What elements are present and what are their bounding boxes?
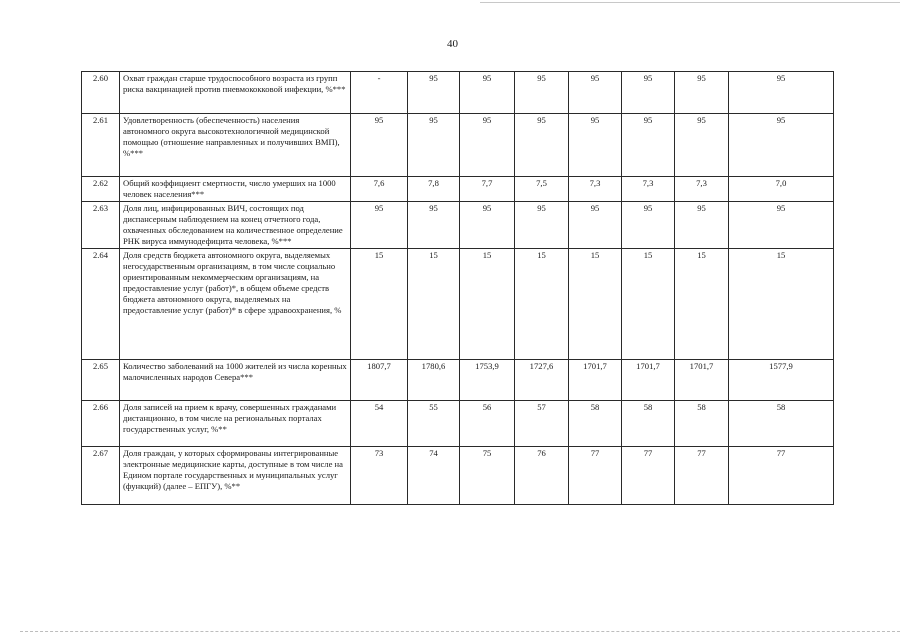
indicator-value: 7,0 bbox=[729, 177, 834, 202]
table-row bbox=[82, 447, 834, 505]
indicator-value: 56 bbox=[460, 401, 515, 447]
indicator-value: 95 bbox=[729, 114, 834, 177]
indicator-value: 15 bbox=[622, 249, 675, 360]
indicator-value: 95 bbox=[675, 72, 729, 114]
indicator-value: 15 bbox=[460, 249, 515, 360]
indicator-value: 95 bbox=[622, 202, 675, 249]
indicator-value: 95 bbox=[569, 202, 622, 249]
indicator-value: 15 bbox=[515, 249, 569, 360]
indicator-value: 7,8 bbox=[408, 177, 460, 202]
indicator-value: 1701,7 bbox=[675, 360, 729, 401]
indicator-value: 95 bbox=[622, 72, 675, 114]
indicator-value: 54 bbox=[351, 401, 408, 447]
indicator-value: 95 bbox=[460, 114, 515, 177]
indicator-value: 15 bbox=[729, 249, 834, 360]
table-row bbox=[82, 114, 834, 177]
indicator-description: Доля средств бюджета автономного округа, выделяемых негосударственным организациям, в том числе социально ориентированным некоммерческим организациям, на предоставление услуг (работ)*, в общем объеме средств бюджета автономного округа, выделяемых на предоставление услуг (работ)* в сфере здравоохранения, % bbox=[120, 249, 351, 360]
indicator-value: 77 bbox=[729, 447, 834, 505]
indicator-value: 95 bbox=[675, 202, 729, 249]
indicator-value: 95 bbox=[351, 114, 408, 177]
indicator-value: - bbox=[351, 72, 408, 114]
row-number: 2.60 bbox=[82, 72, 120, 114]
scan-edge-line-bottom bbox=[20, 631, 900, 632]
indicator-value: 95 bbox=[729, 202, 834, 249]
indicator-value: 7,5 bbox=[515, 177, 569, 202]
indicator-description: Количество заболеваний на 1000 жителей из числа коренных малочисленных народов Севера*** bbox=[120, 360, 351, 401]
indicator-value: 1727,6 bbox=[515, 360, 569, 401]
indicator-value: 95 bbox=[515, 114, 569, 177]
indicator-value: 55 bbox=[408, 401, 460, 447]
scan-edge-line-top bbox=[480, 2, 900, 3]
indicator-value: 1577,9 bbox=[729, 360, 834, 401]
row-number: 2.67 bbox=[82, 447, 120, 505]
indicator-description: Удовлетворенность (обеспеченность) населения автономного округа высокотехнологичной медицинской помощью (отношение направленных и получивших ВМП), %*** bbox=[120, 114, 351, 177]
table-row bbox=[82, 249, 834, 360]
indicator-value: 95 bbox=[351, 202, 408, 249]
row-number: 2.63 bbox=[82, 202, 120, 249]
indicator-value: 7,6 bbox=[351, 177, 408, 202]
indicator-value: 1753,9 bbox=[460, 360, 515, 401]
indicator-value: 95 bbox=[515, 202, 569, 249]
indicator-value: 1701,7 bbox=[569, 360, 622, 401]
indicator-value: 1701,7 bbox=[622, 360, 675, 401]
page-number: 40 bbox=[447, 38, 458, 50]
indicator-value: 15 bbox=[569, 249, 622, 360]
indicator-value: 15 bbox=[351, 249, 408, 360]
indicator-value: 58 bbox=[729, 401, 834, 447]
row-number: 2.66 bbox=[82, 401, 120, 447]
indicator-value: 15 bbox=[675, 249, 729, 360]
indicator-value: 15 bbox=[408, 249, 460, 360]
indicator-value: 58 bbox=[569, 401, 622, 447]
table-row bbox=[82, 360, 834, 401]
indicator-value: 7,3 bbox=[675, 177, 729, 202]
indicator-description: Охват граждан старше трудоспособного возраста из групп риска вакцинацией против пневмококковой инфекции, %*** bbox=[120, 72, 351, 114]
indicator-value: 95 bbox=[460, 72, 515, 114]
indicator-value: 95 bbox=[569, 72, 622, 114]
row-number: 2.65 bbox=[82, 360, 120, 401]
indicator-value: 74 bbox=[408, 447, 460, 505]
indicator-value: 76 bbox=[515, 447, 569, 505]
indicator-value: 7,3 bbox=[569, 177, 622, 202]
indicators-table bbox=[81, 71, 834, 505]
indicator-value: 73 bbox=[351, 447, 408, 505]
table-body bbox=[82, 72, 834, 505]
indicator-value: 95 bbox=[460, 202, 515, 249]
indicator-value: 95 bbox=[729, 72, 834, 114]
indicator-value: 1807,7 bbox=[351, 360, 408, 401]
indicator-value: 95 bbox=[408, 72, 460, 114]
indicator-value: 77 bbox=[622, 447, 675, 505]
indicator-value: 1780,6 bbox=[408, 360, 460, 401]
indicator-value: 95 bbox=[515, 72, 569, 114]
indicator-description: Общий коэффициент смертности, число умерших на 1000 человек населения*** bbox=[120, 177, 351, 202]
table-row bbox=[82, 177, 834, 202]
indicator-value: 7,3 bbox=[622, 177, 675, 202]
indicator-value: 57 bbox=[515, 401, 569, 447]
row-number: 2.61 bbox=[82, 114, 120, 177]
table-row bbox=[82, 202, 834, 249]
indicator-value: 95 bbox=[622, 114, 675, 177]
indicator-value: 58 bbox=[622, 401, 675, 447]
indicator-value: 77 bbox=[675, 447, 729, 505]
indicator-description: Доля лиц, инфицированных ВИЧ, состоящих под диспансерным наблюдением на конец отчетного года, охваченных обследованием на количественное определение РНК вируса иммунодефицита человека, %*** bbox=[120, 202, 351, 249]
indicator-value: 77 bbox=[569, 447, 622, 505]
row-number: 2.64 bbox=[82, 249, 120, 360]
table-row bbox=[82, 72, 834, 114]
indicator-value: 58 bbox=[675, 401, 729, 447]
row-number: 2.62 bbox=[82, 177, 120, 202]
indicator-value: 95 bbox=[408, 114, 460, 177]
indicator-value: 7,7 bbox=[460, 177, 515, 202]
indicator-description: Доля записей на прием к врачу, совершенных гражданами дистанционно, в том числе на региональных порталах государственных услуг, %** bbox=[120, 401, 351, 447]
indicator-value: 75 bbox=[460, 447, 515, 505]
indicator-value: 95 bbox=[569, 114, 622, 177]
indicator-value: 95 bbox=[675, 114, 729, 177]
table-row bbox=[82, 401, 834, 447]
indicator-value: 95 bbox=[408, 202, 460, 249]
indicator-description: Доля граждан, у которых сформированы интегрированные электронные медицинские карты, доступные в том числе на Едином портале государственных и муниципальных услуг (функций) (далее – ЕПГУ), %** bbox=[120, 447, 351, 505]
